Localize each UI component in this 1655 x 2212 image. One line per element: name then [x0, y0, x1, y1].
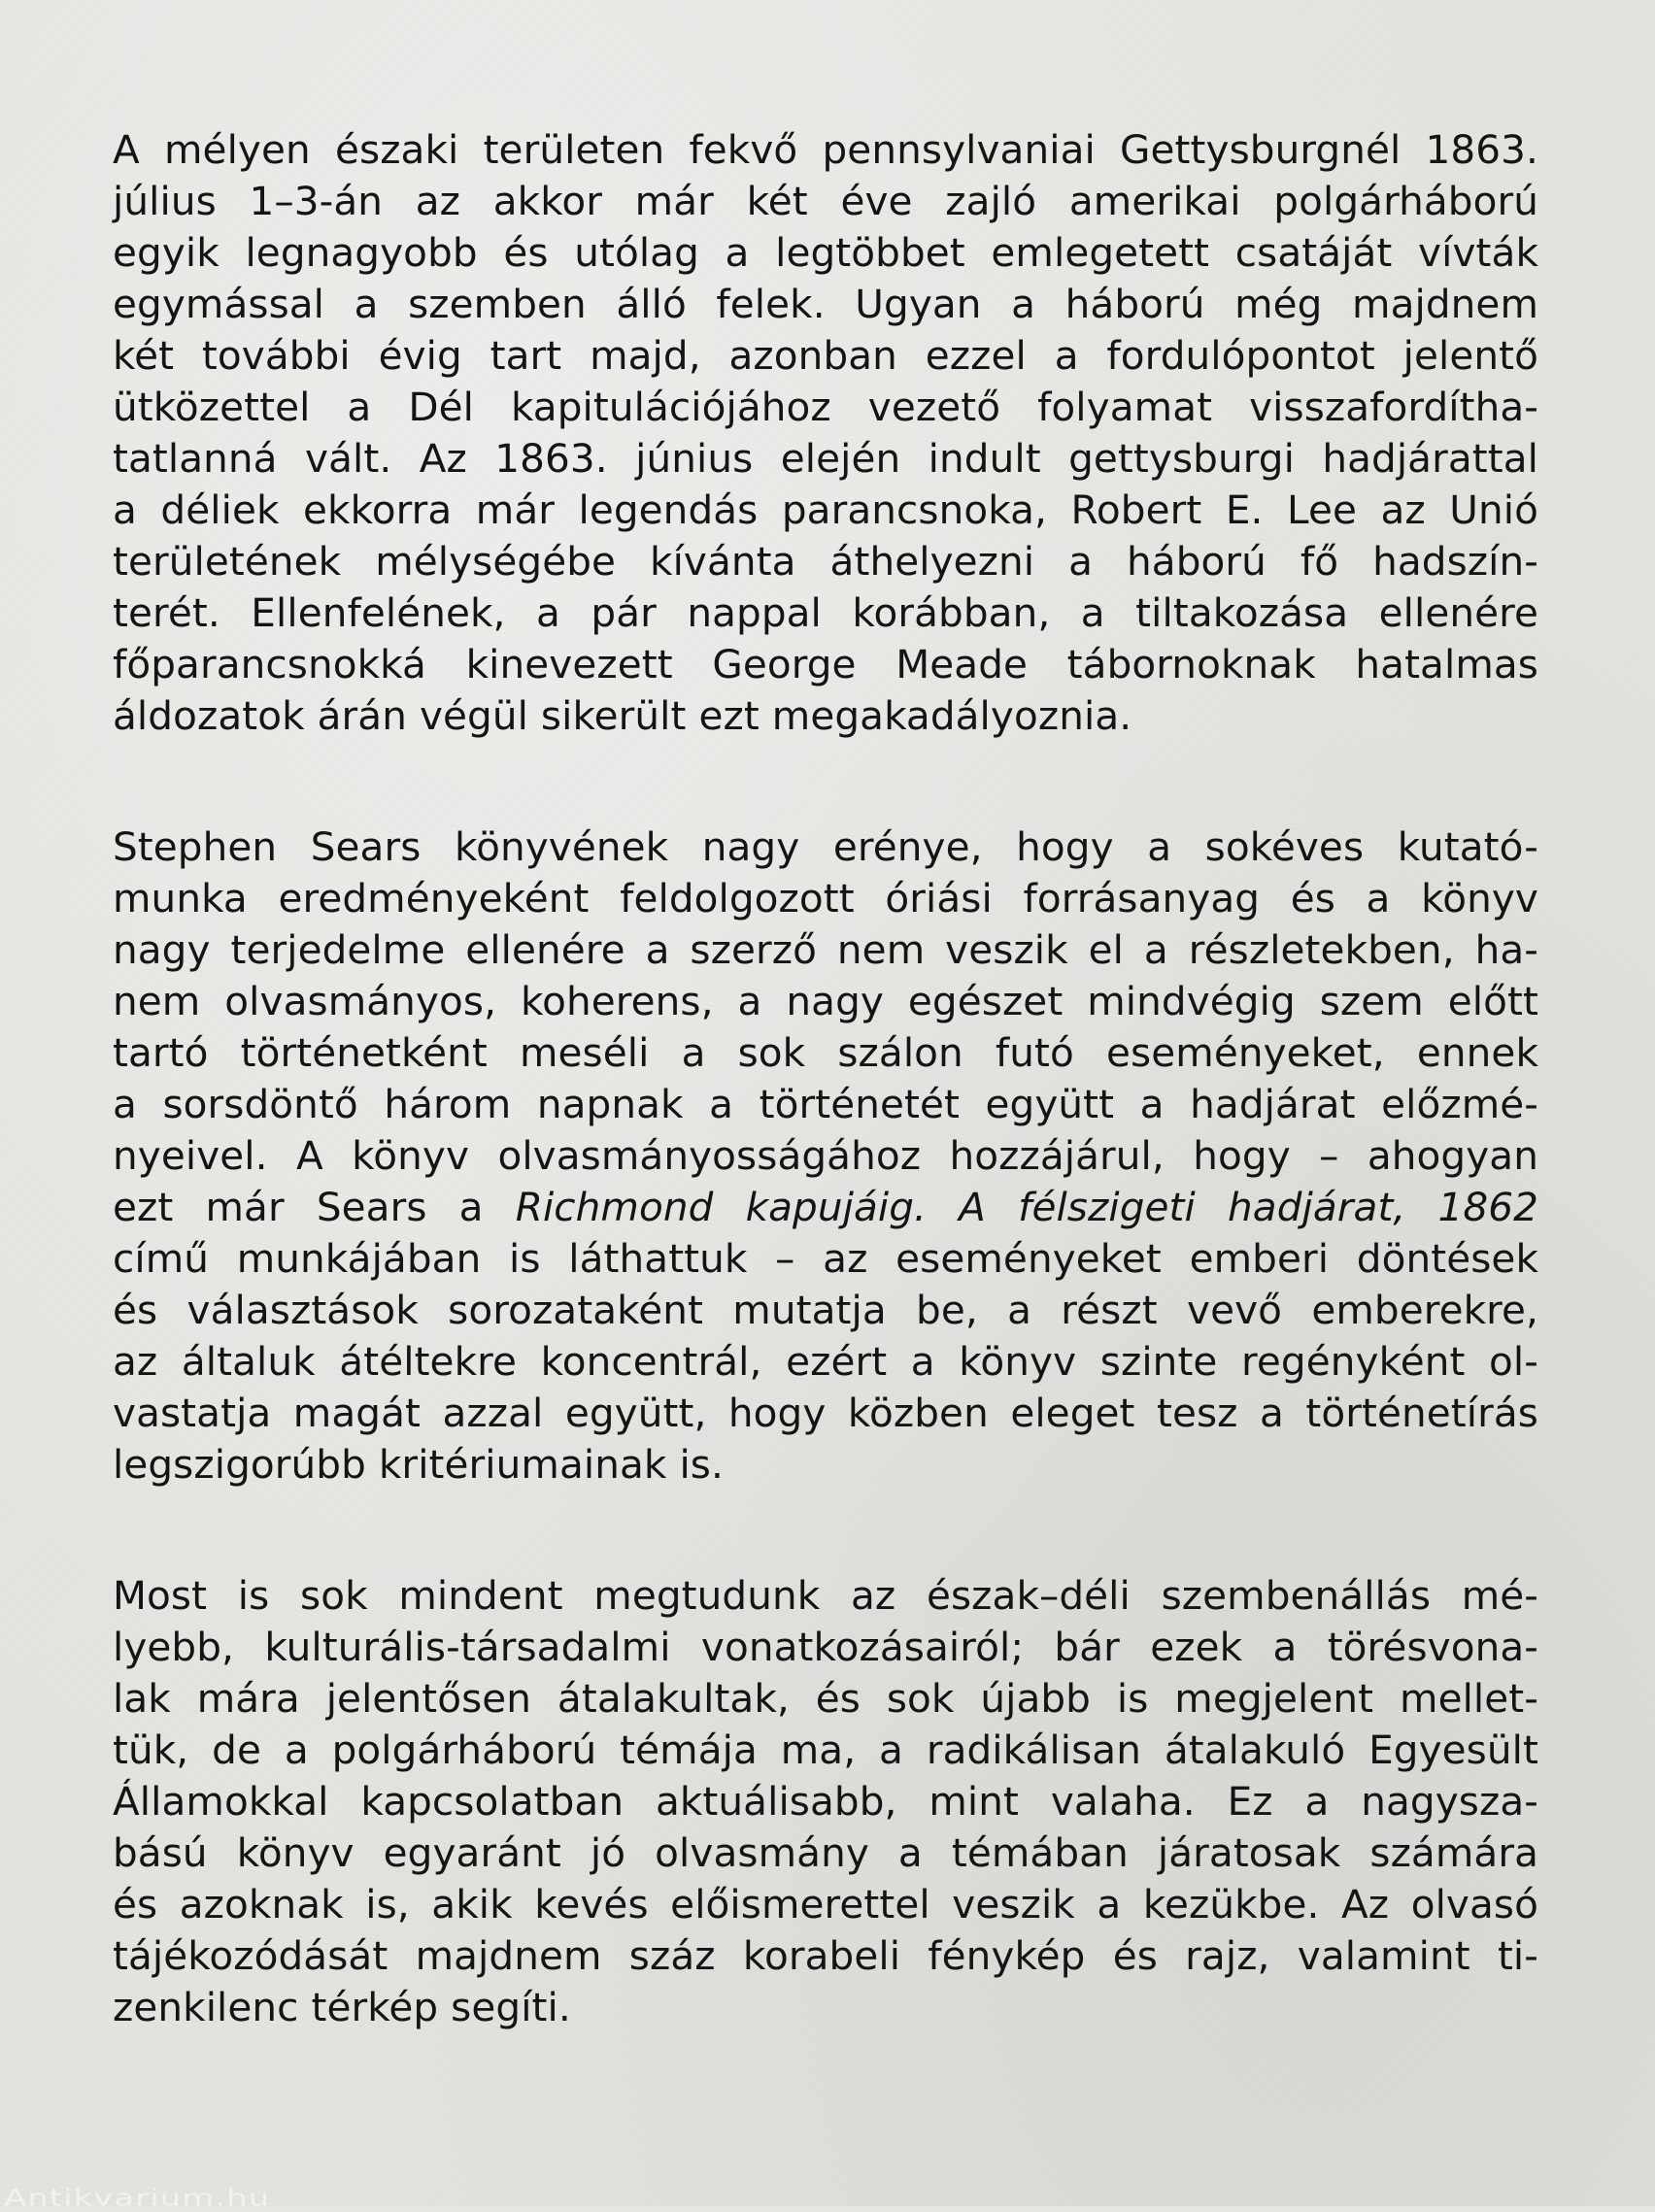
text-line: területének mélységébe kívánta áthelyezni a háború fő hadszín- — [113, 538, 1538, 585]
text-line: Stephen Sears könyvének nagy erénye, hogy a sokéves kutató- — [113, 823, 1538, 870]
text-line: tartó történetként meséli a sok szálon futó eseményeket, ennek — [113, 1029, 1538, 1076]
text-line: nyeivel. A könyv olvasmányosságához hozzájárul, hogy – ahogyan — [113, 1132, 1538, 1179]
text-line: a sorsdöntő három napnak a történetét együtt a hadjárat előzmé- — [113, 1081, 1538, 1127]
paragraph-3 — [113, 1570, 1538, 2033]
text-line-with-title — [113, 1182, 1538, 1233]
text-line: egymással a szemben álló felek. Ugyan a háború még majdnem — [113, 281, 1538, 327]
text-line: legszigorúbb kritériumainak is. — [113, 1441, 724, 1488]
text-line: tájékozódását majdnem száz korabeli fénykép és rajz, valamint ti- — [113, 1932, 1538, 1979]
text-line: az általuk átéltekre koncentrál, ezért a könyv szinte regényként ol- — [113, 1338, 1538, 1385]
text-line: lak mára jelentősen átalakultak, és sok újabb is megjelent mellet- — [113, 1675, 1538, 1722]
text-line: lyebb, kulturális-társadalmi vonatkozásairól; bár ezek a törésvona- — [113, 1624, 1538, 1670]
text-line: tük, de a polgárháború témája ma, a radikálisan átalakuló Egyesült — [113, 1726, 1538, 1773]
text-line: és azoknak is, akik kevés előismerettel veszik a kezükbe. Az olvasó — [113, 1881, 1538, 1927]
text-line: A mélyen északi területen fekvő pennsylvaniai Gettysburgnél 1863. — [113, 126, 1538, 173]
text-line: nem olvasmányos, koherens, a nagy egészet mindvégig szem előtt — [113, 978, 1538, 1024]
text-segment: ezt már Sears a — [113, 1184, 516, 1230]
text-line: és választások sorozataként mutatja be, a részt vevő emberekre, — [113, 1287, 1538, 1333]
text-line: főparancsnokká kinevezett George Meade tábornoknak hatalmas — [113, 641, 1538, 687]
text-line: vastatja magát azzal együtt, hogy közben eleget tesz a történetírás — [113, 1390, 1538, 1436]
text-line: áldozatok árán végül sikerült ezt megakadályoznia. — [113, 692, 1132, 739]
cited-book-title: Richmond kapujáig. A félszigeti hadjárat, 1862 — [515, 1184, 1538, 1230]
text-line: július 1–3-án az akkor már két éve zajló amerikai polgárháború — [113, 178, 1538, 224]
paragraph-2 — [113, 821, 1538, 1491]
text-line: című munkájában is láthattuk – az eseményeket emberi döntések — [113, 1235, 1538, 1282]
text-line: ütközettel a Dél kapitulációjához vezető folyamat visszafordítha- — [113, 384, 1538, 430]
text-line: tatlanná vált. Az 1863. június elején indult gettysburgi hadjárattal — [113, 435, 1538, 482]
text-line: Most is sok mindent megtudunk az észak–déli szembenállás mé- — [113, 1572, 1538, 1619]
text-line: egyik legnagyobb és utólag a legtöbbet emlegetett csatáját vívták — [113, 229, 1538, 276]
text-line: két további évig tart majd, azonban ezzel a fordulópontot jelentő — [113, 332, 1538, 379]
text-line: nagy terjedelme ellenére a szerző nem veszik el a részletekben, ha- — [113, 926, 1538, 973]
text-line: bású könyv egyaránt jó olvasmány a témában járatosak számára — [113, 1829, 1538, 1876]
text-line: a déliek ekkorra már legendás parancsnoka, Robert E. Lee az Unió — [113, 486, 1538, 533]
text-line: munka eredményeként feldolgozott óriási forrásanyag és a könyv — [113, 875, 1538, 922]
back-cover-text — [113, 124, 1538, 2033]
text-line: Államokkal kapcsolatban aktuálisabb, mint valaha. Ez a nagysza- — [113, 1778, 1538, 1825]
watermark: Antikvarium.hu — [4, 2185, 271, 2212]
text-line: zenkilenc térkép segíti. — [113, 1984, 571, 2030]
text-line: terét. Ellenfelének, a pár nappal korábban, a tiltakozása ellenére — [113, 589, 1538, 636]
paragraph-1 — [113, 124, 1538, 742]
